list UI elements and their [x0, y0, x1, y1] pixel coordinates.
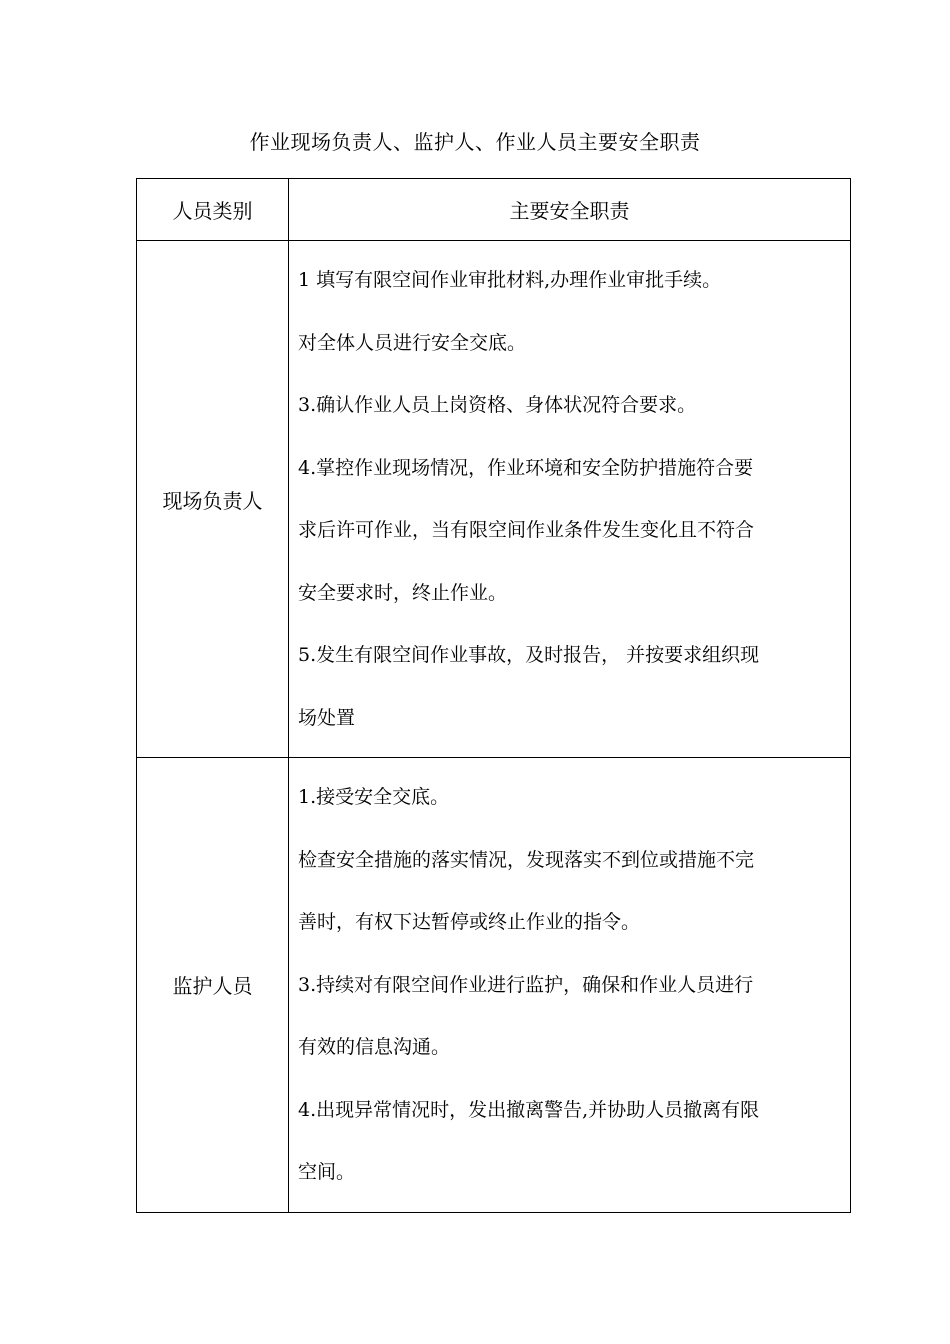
duty-line: 4.出现异常情况时，发出撤离警告,并协助人员撤离有限: [298, 1098, 760, 1121]
duties-site-supervisor: [289, 241, 851, 758]
duty-line: 善时，有权下达暂停或终止作业的指令。: [298, 911, 641, 933]
role-site-supervisor: 现场负责人: [137, 241, 289, 758]
duty-line: 3.持续对有限空间作业进行监护，确保和作业人员进行: [298, 973, 754, 996]
duty-line: 求后许可作业，当有限空间作业条件发生变化且不符合: [298, 519, 755, 541]
table-row: [137, 241, 851, 758]
duty-line: 有效的信息沟通。: [298, 1036, 451, 1058]
header-duties: 主要安全职责: [289, 179, 851, 241]
role-guardian: 监护人员: [137, 758, 289, 1213]
duty-line: 对全体人员进行安全交底。: [298, 331, 527, 354]
header-role: 人员类别: [137, 179, 289, 241]
document-title: 作业现场负责人、监护人、作业人员主要安全职责: [249, 130, 701, 154]
duty-line: 1 填写有限空间作业审批材料,办理作业审批手续。: [298, 269, 722, 291]
duty-line: 5.发生有限空间作业事故，及时报告， 并按要求组织现: [298, 644, 760, 666]
duty-line: 检查安全措施的落实情况，发现落实不到位或措施不完: [298, 848, 755, 871]
duty-line: 3.确认作业人员上岗资格、身体状况符合要求。: [298, 394, 697, 416]
duty-line: 安全要求时，终止作业。: [298, 581, 508, 604]
duty-line: 场处置: [298, 706, 356, 729]
duty-table: [136, 178, 851, 1213]
table-row: [137, 758, 851, 1213]
duties-guardian: [289, 758, 851, 1213]
table-header-row: [137, 179, 851, 241]
duty-line: 1.接受安全交底。: [298, 786, 450, 808]
duty-line: 空间。: [298, 1161, 356, 1183]
duty-line: 4.掌控作业现场情况，作业环境和安全防护措施符合要: [298, 456, 754, 479]
